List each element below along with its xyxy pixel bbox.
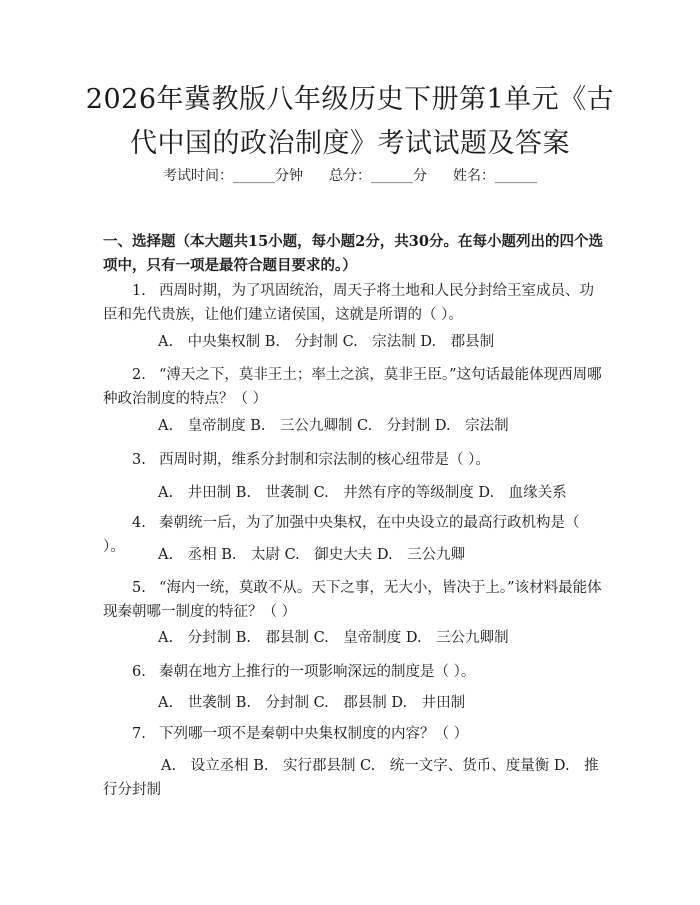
question-1-options — [103, 330, 603, 354]
question-1 — [103, 279, 603, 327]
question-7 — [103, 722, 603, 746]
question-number: 1. — [132, 283, 146, 299]
question-number: 4. — [132, 515, 146, 531]
exam-title — [60, 78, 640, 166]
options-text: A. 世袭制 B. 分封制 C. 郡县制 D. 井田制 — [158, 695, 466, 711]
question-4-options — [103, 543, 603, 567]
question-3-options — [103, 481, 603, 505]
question-number: 3. — [132, 452, 146, 468]
name-field: 姓名：______ — [453, 168, 537, 184]
question-stem: 秦朝在地方上推行的一项影响深远的制度是（ ）。 — [159, 664, 476, 680]
question-5-options — [103, 626, 603, 650]
question-7-options — [103, 754, 603, 802]
question-number: 2. — [132, 367, 146, 383]
question-2-options — [103, 414, 603, 438]
exam-time-field: 考试时间：______分钟 — [163, 168, 303, 184]
question-3 — [103, 448, 603, 472]
question-stem: 西周时期，维系分封制和宗法制的核心纽带是（ ）。 — [159, 452, 490, 468]
title-line-1: 2026年冀教版八年级历史下册第1单元《古 — [85, 84, 615, 115]
question-stem: 下列哪一项不是秦朝中央集权制度的内容？（ ） — [159, 726, 469, 742]
question-number: 7. — [132, 726, 146, 742]
options-text: A. 中央集权制 B. 分封制 C. 宗法制 D. 郡县制 — [158, 334, 495, 350]
question-2 — [103, 363, 603, 411]
question-6 — [103, 660, 603, 684]
question-stem: 秦朝统一后，为了加强中央集权，在中央设立的最高行政机构是（ ）。 — [103, 515, 580, 555]
question-number: 5. — [132, 580, 146, 596]
options-text: A. 皇帝制度 B. 三公九卿制 C. 分封制 D. 宗法制 — [158, 418, 509, 434]
options-text: A. 井田制 B. 世袭制 C. 井然有序的等级制度 D. 血缘关系 — [158, 485, 567, 501]
question-6-options — [103, 691, 603, 715]
options-text: A. 设立丞相 B. 实行郡县制 C. 统一文字、货币、度量衡 D. 推行分封制 — [103, 758, 599, 798]
exam-info-line — [0, 166, 700, 186]
question-stem: “海内一统，莫敢不从。天下之事，无大小，皆决于上。”该材料最能体现秦朝哪一制度的特征？（ ） — [103, 580, 602, 620]
question-number: 6. — [132, 664, 146, 680]
title-line-2: 代中国的政治制度》考试试题及答案 — [130, 128, 570, 159]
options-text: A. 丞相 B. 太尉 C. 御史大夫 D. 三公九卿 — [158, 547, 466, 563]
options-text: A. 分封制 B. 郡县制 C. 皇帝制度 D. 三公九卿制 — [158, 630, 509, 646]
question-stem: 西周时期，为了巩固统治，周天子将土地和人民分封给王室成员、功臣和先代贵族，让他们建立诸侯国，这就是所谓的（ ）。 — [103, 283, 594, 323]
question-stem: “溥天之下，莫非王土；率土之滨，莫非王臣。”这句话最能体现西周哪种政治制度的特点？（ ） — [103, 367, 602, 407]
total-score-field: 总分：______分 — [329, 168, 427, 184]
question-5 — [103, 576, 603, 624]
section-heading: 一、选择题（本大题共15小题，每小题2分，共30分。在每小题列出的四个选项中，只有一项是最符合题目要求的。） — [103, 233, 603, 274]
